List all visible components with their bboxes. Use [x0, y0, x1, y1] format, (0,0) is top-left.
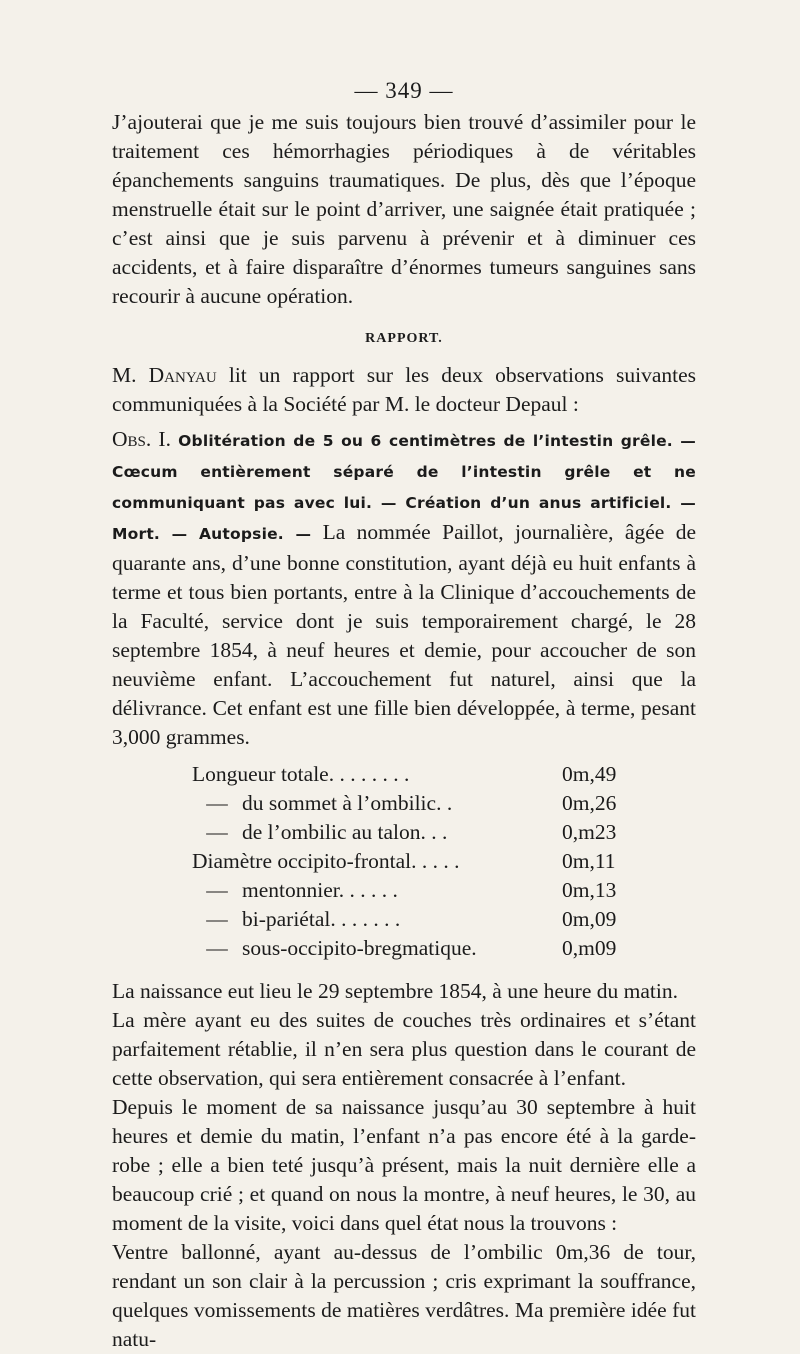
measurement-label: bi-pariétal. . . . . . .	[242, 907, 401, 931]
measurement-row	[192, 907, 616, 936]
measurement-label: de l’ombilic au talon. . .	[242, 820, 448, 844]
report-prefix: M.	[112, 363, 137, 387]
measurement-value: 0m,09	[562, 907, 617, 931]
observation-text: La nommée Paillot, journalière, âgée de quarante ans, d’une bonne constitution, ayant déjà eu huit enfants à terme et tous bien portants, entre à la Clinique d’accouchements de la Faculté, service dont je suis temporairement chargé, le 28 septembre 1854, à neuf heures et demie, pour accoucher de son neuvième enfant. L’accouchement fut naturel, ainsi que la délivrance. Cet enfant est une fille bien développée, à terme, pesant 3,000 grammes.	[112, 520, 696, 749]
intro-paragraph: J’ajouterai que je me suis toujours bien trouvé d’assimiler pour le traitement ces hémorrhagies périodiques à de véritables épanchements sanguins traumatiques. De plus, dès que l’époque menstruelle était sur le point d’arriver, une saignée était pratiquée ; c’est ainsi que je suis parvenu à prévenir et à diminuer ces accidents, et à faire disparaître d’énormes tumeurs sanguines sans recourir à aucune opération.	[112, 110, 696, 308]
measurement-row	[192, 878, 616, 907]
measurement-row	[192, 762, 616, 791]
observation-label: Obs. I.	[112, 427, 171, 451]
measurement-row	[192, 791, 616, 820]
measurement-label: Longueur totale. . . . . . . .	[192, 762, 410, 786]
report-text: lit un rapport sur les deux observations suivantes communiquées à la Société par M. le docteur Depaul :	[112, 363, 697, 416]
measurement-dash: —	[206, 907, 228, 931]
measurement-row	[192, 820, 616, 849]
paragraph-since-birth: Depuis le moment de sa naissance jusqu’au 30 septembre à huit heures et demie du matin, l’enfant n’a pas encore été à la garde-robe ; elle a bien teté jusqu’à présent, mais la nuit dernière elle a beaucoup crié ; et quand on nous la montre, à neuf heures, le 30, au moment de la visite, voici dans quel état nous la trouvons :	[112, 1095, 696, 1235]
measurement-row	[192, 936, 616, 965]
measurement-dash: —	[206, 936, 228, 960]
measurement-value: 0,m23	[562, 820, 617, 844]
report-paragraph	[112, 361, 696, 419]
paragraph-symptoms: Ventre ballonné, ayant au-dessus de l’ombilic 0m,36 de tour, rendant un son clair à la percussion ; cris exprimant la souffrance, quelques vomissements de matières verdâtres. Ma première idée fut natu-	[112, 1240, 696, 1351]
observation-block	[112, 425, 696, 752]
measurement-label: Diamètre occipito-frontal. . . . .	[192, 849, 460, 873]
observation-title: Oblitération de 5 ou 6 centimètres de l’intestin grêle. — Cœcum entièrement séparé de l’intestin grêle et ne communiquant pas avec lui. — Création d’un anus artificiel. — Mort. — Autopsie. —	[112, 432, 696, 543]
measurement-dash: —	[206, 791, 228, 815]
measurement-value: 0m,26	[562, 791, 617, 815]
measurement-label: du sommet à l’ombilic. .	[242, 791, 453, 815]
paragraph-birth: La naissance eut lieu le 29 septembre 1854, à une heure du matin.	[112, 979, 678, 1003]
section-heading: RAPPORT.	[365, 331, 443, 346]
measurements-table	[192, 762, 616, 965]
measurement-dash: —	[206, 878, 228, 902]
measurement-value: 0m,49	[562, 762, 617, 786]
observation-paragraph	[112, 425, 696, 752]
paragraph-mother: La mère ayant eu des suites de couches très ordinaires et s’étant parfaitement rétablie, il n’en sera plus question dans le courant de cette observation, qui sera entièrement consacrée à l’enfant.	[112, 1008, 696, 1090]
measurement-row	[192, 849, 616, 878]
measurement-value: 0,m09	[562, 936, 617, 960]
measurement-dash: —	[206, 820, 228, 844]
following-paragraphs	[112, 977, 696, 1354]
report-speaker: Danyau	[148, 363, 217, 387]
measurement-label: mentonnier. . . . . .	[242, 878, 398, 902]
measurement-value: 0m,11	[562, 849, 616, 873]
measurement-value: 0m,13	[562, 878, 617, 902]
page-number: — 349 —	[354, 78, 454, 103]
measurement-label: sous-occipito-bregmatique.	[242, 936, 477, 960]
